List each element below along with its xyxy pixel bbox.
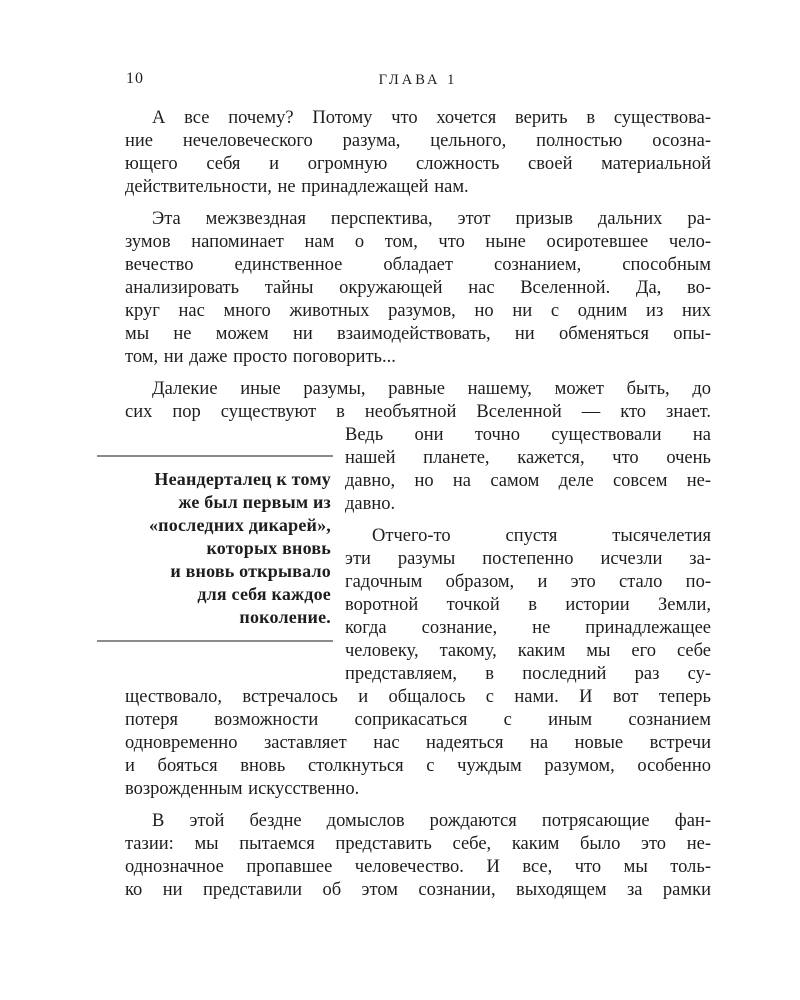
pull-quote-line: поколение. — [239, 607, 331, 627]
pull-quote-line: и вновь открывало — [170, 561, 331, 581]
pull-quote-line: же был первым из — [178, 492, 331, 512]
pull-quote-line: Неандерталец к тому — [154, 469, 331, 489]
text-line: Ведь они точно существовали на — [345, 425, 711, 445]
text-line: мы не можем ни взаимодействовать, ни обменяться опы- — [125, 324, 711, 344]
text-line: однозначное пропавшее человечество. И все, что мы толь- — [125, 857, 711, 877]
text-line: человеку, такому, каким мы его себе — [345, 641, 711, 661]
pull-quote-line: «последних дикарей», — [148, 515, 331, 535]
text-line: эти разумы постепенно исчезли за- — [345, 549, 711, 569]
text-line: давно, но на самом деле совсем не- — [345, 471, 711, 491]
text-line: сих пор существуют в необъятной Вселенной — кто знает. — [125, 402, 711, 422]
pull-quote-line: для себя каждое — [197, 584, 331, 604]
paragraph-3-full-width — [125, 378, 711, 424]
text-line: ко ни представили об этом сознании, выходящем за рамки — [125, 880, 711, 900]
text-line: тазии: мы пытаемся представить себе, каким было это не- — [125, 834, 711, 854]
text-line: гадочным образом, и это стало по- — [345, 572, 711, 592]
text-line: Далекие иные разумы, равные нашему, может быть, до — [152, 379, 711, 399]
text-line: воротной точкой в истории Земли, — [345, 595, 711, 615]
text-line: вечество единственное обладает сознанием, способным — [125, 255, 711, 275]
paragraph-2 — [125, 208, 711, 369]
text-line: потеря возможности соприкасаться с иным сознанием — [125, 710, 711, 730]
paragraph-5 — [125, 810, 711, 902]
text-line: анализировать тайны окружающей нас Вселенной. Да, во- — [125, 278, 711, 298]
text-line: возрожденным искусственно. — [125, 779, 360, 799]
text-line: зумов напоминает нам о том, что ныне осиротевшее чело- — [125, 232, 711, 252]
text-line: когда сознание, не принадлежащее — [345, 618, 711, 638]
text-line: и бояться вновь столкнуться с чуждым разумом, особенно — [125, 756, 711, 776]
text-line: одновременно заставляет нас надеяться на новые встречи — [125, 733, 711, 753]
page-header — [125, 70, 711, 92]
chapter-heading: ГЛАВА 1 — [378, 72, 458, 88]
text-line: нашей планете, кажется, что очень — [345, 448, 711, 468]
text-line: действительности, не принадлежащей нам. — [125, 177, 469, 197]
pull-quote — [97, 455, 333, 642]
text-line: ющего себя и огромную сложность своей материальной — [125, 154, 711, 174]
paragraph-3-beside-quote — [345, 424, 711, 516]
text-line: В этой бездне домыслов рождаются потрясающие фан- — [152, 811, 711, 831]
text-line: давно. — [345, 494, 396, 514]
text-line: ние нечеловеческого разума, цельного, полностью осозна- — [125, 131, 711, 151]
text-line: А все почему? Потому что хочется верить в существова- — [152, 108, 711, 128]
text-line: представляем, в последний раз су- — [345, 664, 711, 684]
paragraph-4-full-width — [125, 686, 711, 801]
text-line: круг нас много животных разумов, но ни с одним из них — [125, 301, 711, 321]
paragraph-1 — [125, 107, 711, 199]
text-line: том, ни даже просто поговорить... — [125, 347, 396, 367]
text-line: Отчего-то спустя тысячелетия — [372, 526, 711, 546]
text-line: ществовало, встречалось и общалось с нами. И вот теперь — [125, 687, 711, 707]
page-number: 10 — [126, 70, 144, 87]
text-line: Эта межзвездная перспектива, этот призыв дальних ра- — [152, 209, 711, 229]
pull-quote-line: которых вновь — [206, 538, 331, 558]
paragraph-4-beside-quote — [345, 525, 711, 686]
